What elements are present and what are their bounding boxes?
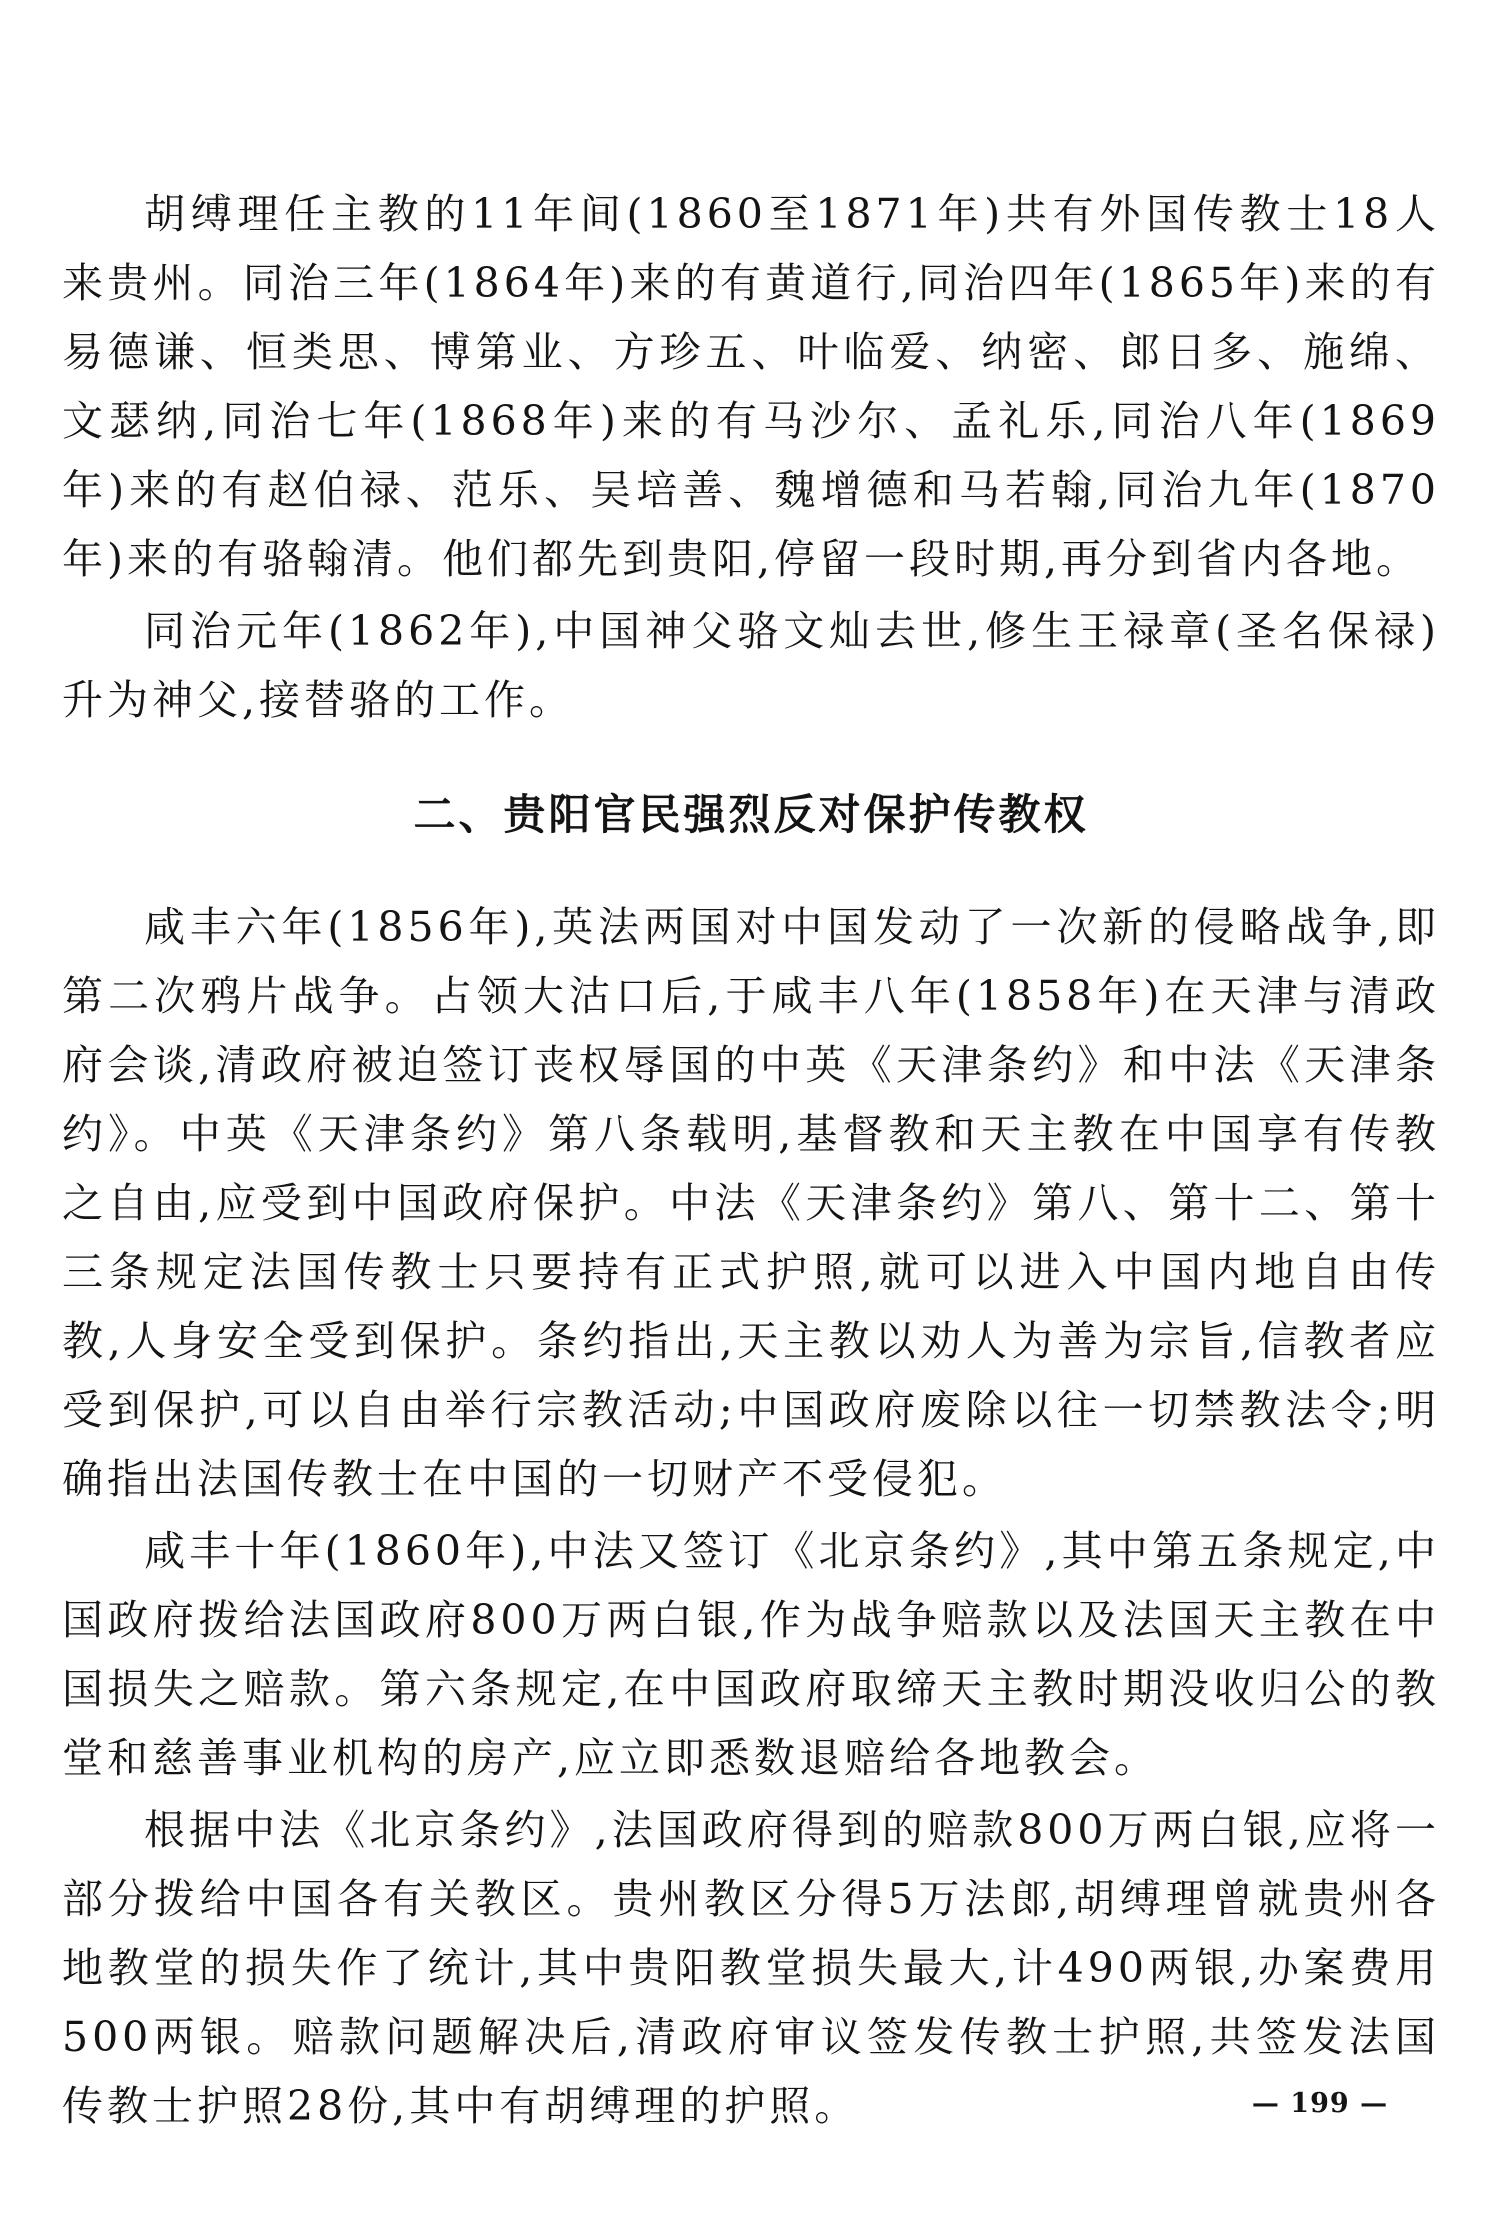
paragraph: 咸丰十年(1860年),中法又签订《北京条约》,其中第五条规定,中国政府拨给法国政府800万两白银,作为战争赔款以及法国天主教在中国损失之赔款。第六条规定,在中国政府取缔天主教时期没收归公的教堂和慈善事业机构的房产,应立即悉数退赔给各地教会。 [62,1527,1440,1782]
page-number: — 199 — [1251,2088,1389,2119]
page-body [62,180,1440,2141]
paragraph: 同治元年(1862年),中国神父骆文灿去世,修生王禄章(圣名保禄)升为神父,接替骆的工作。 [62,607,1440,724]
paragraph: 胡缚理任主教的11年间(1860至1871年)共有外国传教士18人来贵州。同治三年(1864年)来的有黄道行,同治四年(1865年)来的有易德谦、恒类思、博第业、方珍五、叶临爱、纳密、郎日多、施绵、文瑟纳,同治七年(1868年)来的有马沙尔、孟礼乐,同治八年(1869年)来的有赵伯禄、范乐、吴培善、魏增德和马若翰,同治九年(1870年)来的有骆翰清。他们都先到贵阳,停留一段时期,再分到省内各地。 [62,190,1440,583]
paragraph: 根据中法《北京条约》,法国政府得到的赔款800万两白银,应将一部分拨给中国各有关教区。贵州教区分得5万法郎,胡缚理曾就贵州各地教堂的损失作了统计,其中贵阳教堂损失最大,计490两银,办案费用500两银。赔款问题解决后,清政府审议签发传教士护照,共签发法国传教士护照28份,其中有胡缚理的护照。 [62,1806,1440,2130]
section-heading: 二、贵阳官民强烈反对保护传教权 [413,790,1089,839]
paragraph: 咸丰六年(1856年),英法两国对中国发动了一次新的侵略战争,即第二次鸦片战争。占领大沽口后,于咸丰八年(1858年)在天津与清政府会谈,清政府被迫签订丧权辱国的中英《天津条约》和中法《天津条约》。中英《天津条约》第八条载明,基督教和天主教在中国享有传教之自由,应受到中国政府保护。中法《天津条约》第八、第十二、第十三条规定法国传教士只要持有正式护照,就可以进入中国内地自由传教,人身安全受到保护。条约指出,天主教以劝人为善为宗旨,信教者应受到保护,可以自由举行宗教活动;中国政府废除以往一切禁教法令;明确指出法国传教士在中国的一切财产不受侵犯。 [62,903,1440,1503]
